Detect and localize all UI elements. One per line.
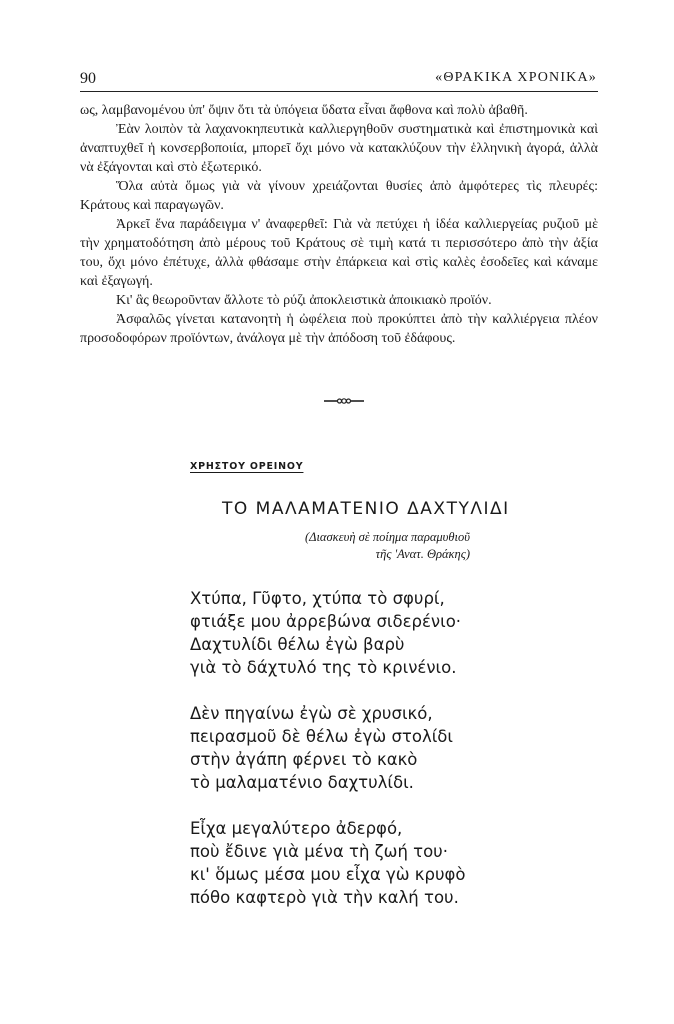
stanza	[190, 817, 466, 909]
stanza	[190, 587, 466, 679]
verse-line: ποὺ ἔδινε γιὰ μένα τὴ ζωή του·	[190, 842, 448, 861]
verse-line: γιὰ τὸ δάχτυλό της τὸ κρινένιο.	[190, 658, 457, 677]
journal-title: «ΘΡΑΚΙΚΑ ΧΡΟΝΙΚΑ»	[435, 70, 597, 85]
paragraph: Ἀσφαλῶς γίνεται κατανοητὴ ἡ ὠφέλεια ποὺ προκύπτει ἀπὸ τὴν καλλιέργεια πλέον προσοδοφόρων προϊόντων, ἀνάλογα μὲ τὴν ἀπόδοση τοῦ ἐδάφους.	[80, 312, 598, 346]
paragraph: Ἀρκεῖ ἕνα παράδειγμα ν' ἀναφερθεῖ: Γιὰ νὰ πετύχει ἡ ἰδέα καλλιεργείας ρυζιοῦ μὲ τὴν χρηματοδότηση ἀπὸ μέρους τοῦ Κράτους σὲ τιμὴ κατά τι περισσότερο ἀπὸ τὴν ἀξία του, ὄχι μόνο ἐπέτυχε, ἀλλὰ φθάσαμε στὴν ἐπάρκεια καὶ στὶς καλὲς ἐσοδεῖες καὶ κάναμε καὶ ἐξαγωγή.	[80, 217, 598, 289]
section-divider-ornament	[324, 395, 364, 407]
verse-line: κι' ὅμως μέσα μου εἶχα γὼ κρυφὸ	[190, 865, 466, 884]
article-body	[80, 101, 598, 348]
paragraph: ως, λαμβανομένου ὑπ' ὄψιν ὅτι τὰ ὑπόγεια ὕδατα εἶναι ἄφθονα καὶ πολὺ ἀβαθῆ.	[80, 103, 528, 118]
poem-author: ΧΡΗΣΤΟΥ ΟΡΕΙΝΟΥ	[190, 461, 304, 472]
subtitle-line: τῆς 'Ανατ. Θράκης)	[375, 547, 470, 561]
verse-line: Δὲν πηγαίνω ἐγὼ σὲ χρυσικό,	[190, 704, 433, 723]
poem-body	[190, 587, 466, 932]
subtitle-line: (Διασκευὴ σὲ ποίημα παραμυθιοῦ	[304, 530, 470, 544]
page-number: 90	[80, 70, 96, 87]
verse-line: Χτύπα, Γῦφτο, χτύπα τὸ σφυρί,	[190, 589, 445, 608]
verse-line: πειρασμοῦ δὲ θέλω ἐγὼ στολίδι	[190, 727, 453, 746]
verse-line: πόθο καφτερὸ γιὰ τὴν καλή του.	[190, 888, 459, 907]
page-header	[80, 70, 597, 90]
poem-title: ΤΟ ΜΑΛΑΜΑΤΕΝΙΟ ΔΑΧΤΥΛΙΔΙ	[222, 499, 510, 519]
verse-line: Εἶχα μεγαλύτερο ἀδερφό,	[190, 819, 403, 838]
paragraph: Ἐὰν λοιπὸν τὰ λαχανοκηπευτικὰ καλλιεργηθοῦν συστηματικὰ καὶ ἐπιστημονικὰ καὶ ἀναπτυχθεῖ ἡ κονσερβοποιία, μπορεῖ ὄχι μόνο νὰ κατακλύζουν τὴν ἑλληνικὴ ἀγορά, ἀλλὰ νὰ ἐξάγονται καὶ στὸ ἐξωτερικό.	[80, 122, 598, 175]
verse-line: τὸ μαλαματένιο δαχτυλίδι.	[190, 773, 414, 792]
stanza	[190, 702, 466, 794]
paragraph: Κι' ἂς θεωροῦνταν ἄλλοτε τὸ ρύζι ἀποκλειστικὰ ἀποικιακὸ προϊόν.	[116, 293, 492, 308]
header-rule	[80, 91, 598, 92]
verse-line: Δαχτυλίδι θέλω ἐγὼ βαρὺ	[190, 635, 405, 654]
paragraph: Ὅλα αὐτὰ ὅμως γιὰ νὰ γίνουν χρειάζονται θυσίες ἀπὸ ἀμφότερες τὶς πλευρές: Κράτους καὶ παραγωγῶν.	[80, 179, 598, 213]
verse-line: φτιάξε μου ἀρρεβώνα σιδερένιο·	[190, 612, 462, 631]
poem-subtitle	[260, 529, 470, 563]
verse-line: στὴν ἀγάπη φέρνει τὸ κακὸ	[190, 750, 418, 769]
